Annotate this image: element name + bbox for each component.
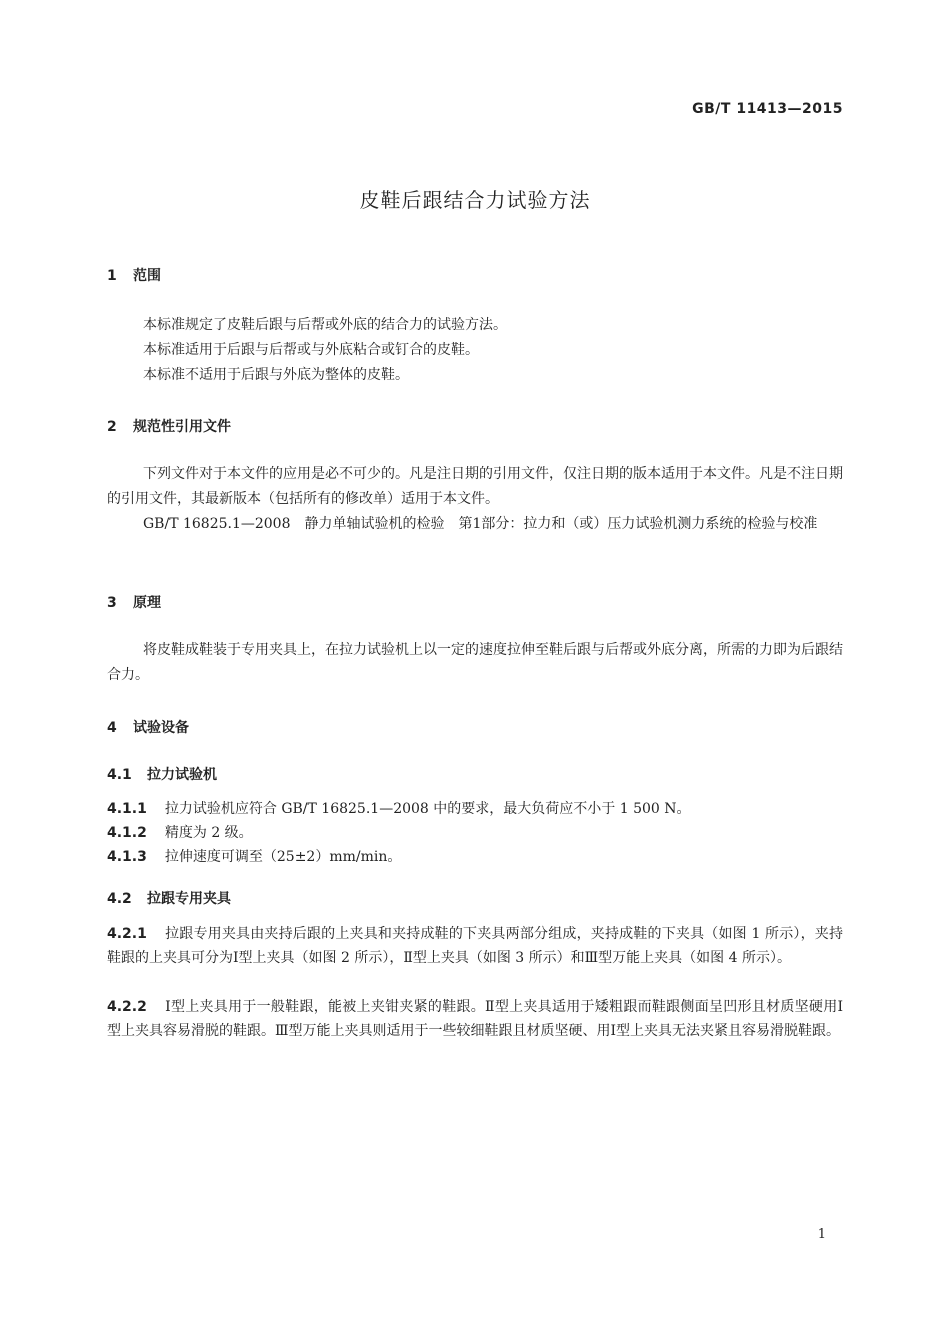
- section-number: 3: [107, 595, 117, 611]
- clause-4-2-2: [107, 995, 843, 1043]
- section-title: 原理: [133, 595, 161, 611]
- paragraph: 本标准规定了皮鞋后跟与后帮或外底的结合力的试验方法。: [143, 317, 507, 333]
- clause-number: 4.2.1: [107, 926, 147, 942]
- subsection-title: 拉力试验机: [147, 767, 217, 783]
- paragraph: 本标准适用于后跟与后帮或与外底粘合或钉合的皮鞋。: [143, 342, 479, 358]
- clause-number: 4.2.2: [107, 999, 147, 1015]
- section-number: 1: [107, 268, 117, 284]
- paragraph: 将皮鞋成鞋装于专用夹具上，在拉力试验机上以一定的速度拉伸至鞋后跟与后帮或外底分离，所需的力即为后跟结合力。: [107, 642, 843, 683]
- section-title: 规范性引用文件: [133, 419, 231, 435]
- section-4-heading: [107, 717, 189, 737]
- subsection-number: 4.2: [107, 891, 132, 907]
- clause-text: 拉跟专用夹具由夹持后跟的上夹具和夹持成鞋的下夹具两部分组成，夹持成鞋的下夹具（如图 1 所示），夹持鞋跟的上夹具可分为Ⅰ型上夹具（如图 2 所示），Ⅱ型上夹具（如图 3 所示）和Ⅲ型万能上夹具（如图 4 所示）。: [107, 926, 843, 966]
- document-title: 皮鞋后跟结合力试验方法: [359, 188, 591, 212]
- section-title: 试验设备: [133, 720, 189, 736]
- normative-reference: GB/T 16825.1—2008 静力单轴试验机的检验 第1部分：拉力和（或）压力试验机测力系统的检验与校准: [143, 516, 818, 532]
- subsection-title: 拉跟专用夹具: [147, 891, 231, 907]
- clause-4-1-1: [107, 797, 843, 821]
- clause-number: 4.1.3: [107, 849, 147, 865]
- section-1-heading: [107, 265, 161, 285]
- standard-number: GB/T 11413—2015: [692, 101, 843, 117]
- section-2-heading: [107, 416, 231, 436]
- clause-text: Ⅰ型上夹具用于一般鞋跟，能被上夹钳夹紧的鞋跟。Ⅱ型上夹具适用于矮粗跟而鞋跟侧面呈凹形且材质坚硬用Ⅰ型上夹具容易滑脱的鞋跟。Ⅲ型万能上夹具则适用于一些较细鞋跟且材质坚硬、用Ⅰ型上夹具无法夹紧且容易滑脱鞋跟。: [107, 999, 843, 1039]
- paragraph: 本标准不适用于后跟与外底为整体的皮鞋。: [143, 367, 409, 383]
- clause-text: 拉力试验机应符合 GB/T 16825.1—2008 中的要求，最大负荷应不小于 1 500 N。: [164, 801, 691, 817]
- clause-4-1-2: [107, 821, 843, 845]
- section-number: 4: [107, 720, 117, 736]
- subsection-number: 4.1: [107, 767, 132, 783]
- subsection-4-1-heading: [107, 764, 217, 784]
- clause-text: 精度为 2 级。: [164, 825, 253, 841]
- section-number: 2: [107, 419, 117, 435]
- clause-4-1-3: [107, 845, 843, 869]
- subsection-4-2-heading: [107, 888, 231, 908]
- section-title: 范围: [133, 268, 161, 284]
- section-3-heading: [107, 592, 161, 612]
- paragraph: 下列文件对于本文件的应用是必不可少的。凡是注日期的引用文件，仅注日期的版本适用于本文件。凡是不注日期的引用文件，其最新版本（包括所有的修改单）适用于本文件。: [107, 466, 843, 507]
- clause-4-2-1: [107, 922, 843, 970]
- page-number: 1: [817, 1227, 826, 1242]
- clause-number: 4.1.2: [107, 825, 147, 841]
- clause-number: 4.1.1: [107, 801, 147, 817]
- clause-text: 拉伸速度可调至（25±2）mm/min。: [164, 849, 402, 865]
